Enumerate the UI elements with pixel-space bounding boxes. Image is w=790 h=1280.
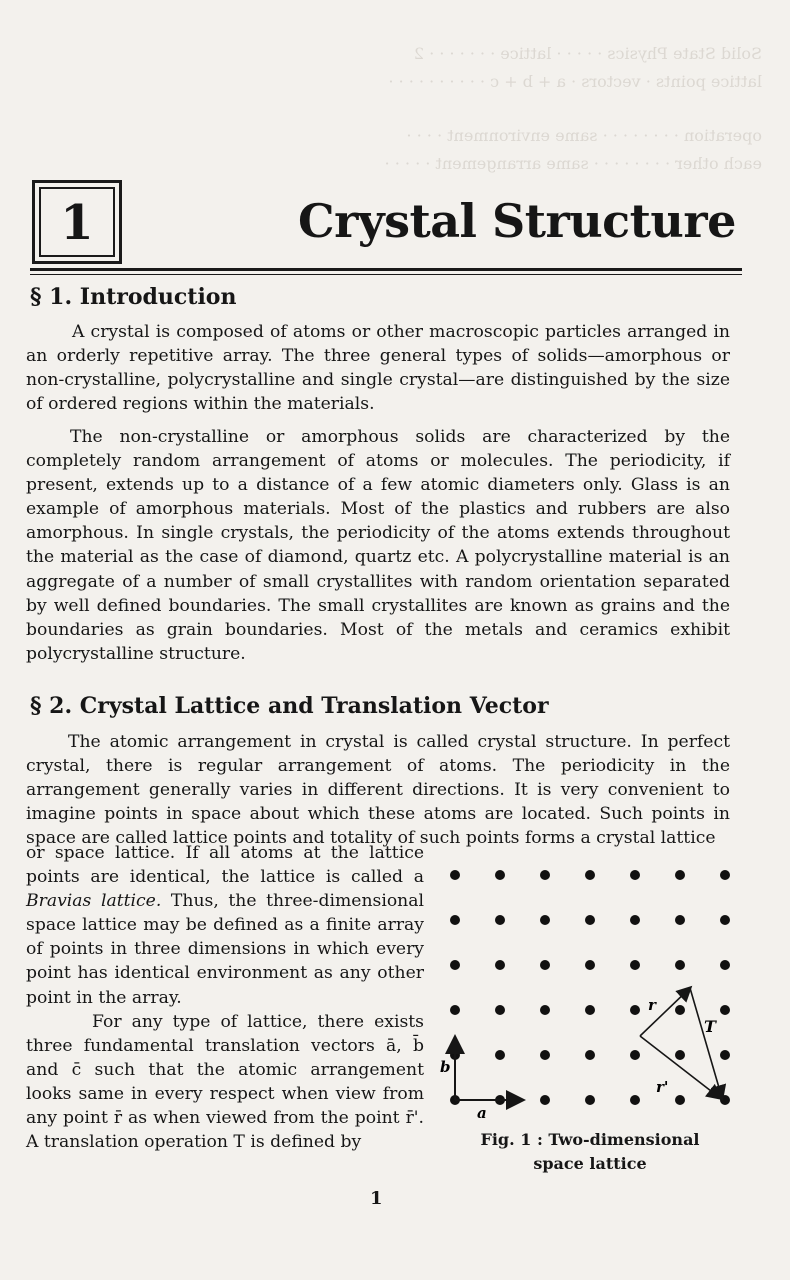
section-1-paragraph-1: A crystal is composed of atoms or other macroscopic particles arranged in an orderly repetitive array. The three general types of solids—amorphous or non-crystalline, polycrystalline and single crystal—are distinguished by the size of ordered regions within the materials. bbox=[26, 322, 730, 415]
lattice-point bbox=[450, 915, 460, 925]
lattice-point bbox=[720, 915, 730, 925]
lattice-point bbox=[585, 1005, 595, 1015]
lattice-point bbox=[540, 1005, 550, 1015]
lattice-point bbox=[720, 1005, 730, 1015]
lattice-point bbox=[585, 915, 595, 925]
lattice-point bbox=[495, 915, 505, 925]
lattice-point bbox=[675, 870, 685, 880]
lattice-point bbox=[495, 1005, 505, 1015]
lattice-point bbox=[675, 960, 685, 970]
lattice-point bbox=[630, 915, 640, 925]
lattice-point bbox=[585, 1050, 595, 1060]
lattice-point bbox=[540, 1050, 550, 1060]
label-a: a bbox=[477, 1104, 487, 1122]
lattice-point bbox=[450, 870, 460, 880]
lattice-point bbox=[450, 1005, 460, 1015]
lattice-point bbox=[630, 1095, 640, 1105]
section-2-heading: § 2. Crystal Lattice and Translation Vector bbox=[30, 693, 549, 719]
lattice-point bbox=[450, 960, 460, 970]
lattice-point bbox=[630, 870, 640, 880]
lattice-point bbox=[720, 870, 730, 880]
section-1-paragraph-2: The non-crystalline or amorphous solids are characterized by the completely random arrangement of atoms or molecules. The periodicity, if present, extends up to a distance of a few atomic diameters only. Glass is an example of amorphous materials. Most of the plastics and rubbers are also amorphous. In single crystals, the periodicity of the atoms extends throughout the material as the case of diamond, quartz etc. A polycrystalline material is an aggregate of a number of small crystallites with random orientation separated by well defined boundaries. The small crystallites are known as grains and the boundaries as grain boundaries. Most of the metals and ceramics exhibit polycrystalline structure. bbox=[26, 427, 730, 664]
lattice-point bbox=[540, 915, 550, 925]
lattice-points bbox=[450, 870, 730, 1105]
lattice-point bbox=[540, 1095, 550, 1105]
label-r-prime: r' bbox=[656, 1078, 669, 1096]
section-2-paragraph-3: For any type of lattice, there exists three fundamental translation vectors ā, b̄ and c̄ such that the atomic arrangement looks same in every respect when view from any point r̄ as when viewed from the point r̄'. A translation operation T is defined by bbox=[26, 1012, 424, 1153]
lattice-point bbox=[585, 1095, 595, 1105]
figure-caption-line-2: space lattice bbox=[533, 1154, 647, 1173]
lattice-point bbox=[495, 1050, 505, 1060]
section-2-paragraph-1: The atomic arrangement in crystal is called crystal structure. In perfect crystal, there is regular arrangement of atoms. The periodicity in the arrangement generally varies in different directions. It is very convenient to imagine points in space about which these atoms are located. Such points in space are called lattice points and totality of such points forms a crystal lattice bbox=[26, 732, 730, 849]
lattice-point bbox=[495, 870, 505, 880]
label-T: T bbox=[704, 1017, 716, 1036]
lattice-point bbox=[540, 960, 550, 970]
chapter-title: Crystal Structure bbox=[298, 194, 736, 248]
bleed-through-text: operation · · · · · · · · same environment · · · · bbox=[406, 126, 762, 145]
two-dimensional-lattice-figure bbox=[430, 860, 770, 1125]
lattice-point bbox=[630, 1050, 640, 1060]
label-r: r bbox=[648, 996, 656, 1014]
lattice-point bbox=[675, 1050, 685, 1060]
lattice-point bbox=[585, 960, 595, 970]
title-rule bbox=[30, 268, 742, 271]
figure-caption-line-1: Fig. 1 : Two-dimensional bbox=[480, 1130, 700, 1149]
bleed-through-text: lattice points · vectors · a + b + c · · · · · · · · · · bbox=[388, 72, 762, 91]
vector-r-prime bbox=[640, 1036, 720, 1098]
bleed-through-text: each other · · · · · · · · same arrangement · · · · · bbox=[384, 154, 762, 173]
bleed-through-text: Solid State Physics · · · · · lattice · · · · · · · 2 bbox=[413, 44, 762, 63]
lattice-point bbox=[720, 1050, 730, 1060]
bravais-lattice-term: Bravias lattice. bbox=[26, 891, 162, 912]
chapter-number-box bbox=[32, 180, 122, 264]
lattice-point bbox=[630, 960, 640, 970]
lattice-point bbox=[675, 1005, 685, 1015]
section-1-heading: § 1. Introduction bbox=[30, 284, 237, 310]
chapter-number: 1 bbox=[60, 195, 94, 251]
vector-T bbox=[690, 988, 722, 1098]
page-number: 1 bbox=[370, 1188, 383, 1209]
section-2-paragraph-2: or space lattice. If all atoms at the lattice points are identical, the lattice is called a Bravias lattice. Thus, the three-dimensional space lattice may be defined as a finite array of points in three dimensions in which every point has identical environment as any other point in the array. bbox=[26, 843, 425, 1008]
lattice-point bbox=[540, 870, 550, 880]
lattice-point bbox=[675, 1095, 685, 1105]
lattice-point bbox=[630, 1005, 640, 1015]
lattice-point bbox=[495, 960, 505, 970]
lattice-point bbox=[720, 960, 730, 970]
lattice-point bbox=[675, 915, 685, 925]
label-b: b bbox=[440, 1058, 451, 1076]
lattice-point bbox=[585, 870, 595, 880]
title-rule-thin bbox=[30, 274, 742, 275]
